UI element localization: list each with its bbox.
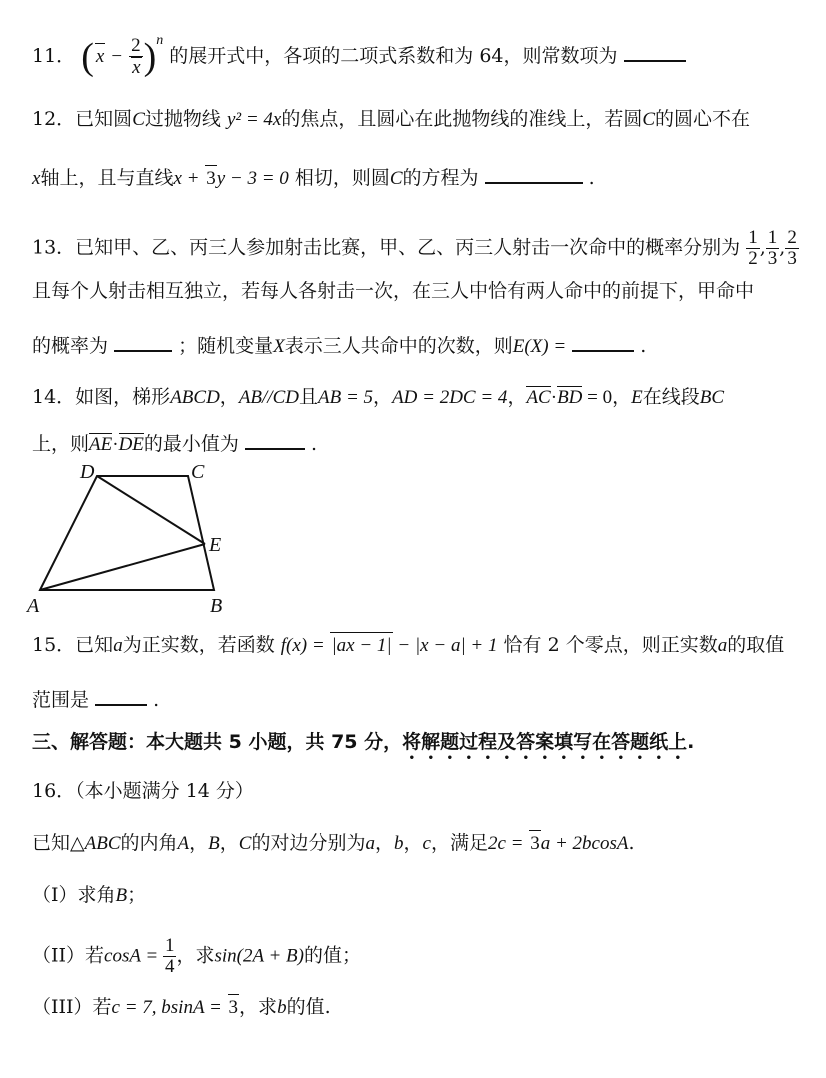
question-13-line-2: [32, 278, 754, 304]
math-expr: f(x) =: [280, 635, 330, 656]
text: .: [628, 832, 635, 854]
numerator: 1: [164, 935, 175, 956]
text: 恰有 2 个零点，则正实数: [503, 634, 718, 656]
text: ，满足: [430, 832, 488, 854]
text: ，: [374, 832, 394, 854]
numerator: 2: [787, 227, 797, 248]
text: 为正实数，若函数: [122, 634, 275, 656]
label-b: B: [210, 595, 223, 617]
math-expr: c = 7, bsinA =: [111, 997, 227, 1018]
numerator: 2: [131, 35, 141, 57]
sqrt: 3: [529, 830, 541, 857]
label-d: D: [80, 461, 95, 483]
label-c: C: [191, 461, 205, 483]
math-var: c: [422, 833, 431, 854]
trapezoid-outline: [40, 476, 214, 590]
math-expr: 2c =: [487, 833, 529, 854]
text: 的对边分别为: [251, 832, 366, 854]
text: 范围是: [32, 689, 90, 711]
question-15-line-1: [32, 632, 784, 659]
denominator: 3: [767, 247, 778, 269]
segment-de: [97, 476, 205, 544]
math-var: B: [115, 885, 128, 906]
text: 14．如图，梯形: [32, 386, 171, 408]
text: 15．已知: [32, 634, 114, 656]
separator: ,: [779, 236, 786, 259]
math-expr: x +: [173, 168, 205, 189]
question-15-line-2: [32, 686, 159, 713]
text: 的内角: [120, 832, 178, 854]
text: 12．已知圆: [32, 108, 133, 130]
text: .: [153, 689, 160, 711]
math-var: C: [238, 833, 252, 854]
text: .: [640, 335, 647, 357]
text: 的值；: [303, 944, 361, 967]
math-var: A: [177, 833, 190, 854]
fraction: [766, 228, 780, 269]
math-var: C: [642, 109, 656, 130]
text: 的最小值为: [143, 433, 239, 455]
vector: AE: [89, 434, 113, 455]
text: 轴上，且与直线: [40, 167, 174, 189]
text: .: [687, 731, 695, 753]
text: .: [588, 167, 595, 189]
emphasized-text: 将解题过程及答案填写在答题纸上: [402, 731, 688, 753]
question-16-part-3: [32, 994, 331, 1021]
question-text: 的展开式中，各项的二项式系数和为 64，则常数项为: [169, 45, 618, 67]
label-e: E: [209, 534, 222, 556]
fraction: [128, 36, 143, 78]
text: ，: [373, 386, 393, 408]
text: 16．（本小题满分 14 分）: [32, 780, 254, 802]
text: 的概率为: [32, 335, 109, 357]
text: 的取值: [727, 634, 785, 656]
text: ，: [189, 832, 209, 854]
denominator: 3: [787, 247, 797, 269]
denominator: x: [132, 57, 141, 78]
text: ；: [127, 884, 147, 906]
math-var: b: [277, 997, 287, 1018]
text: ，: [403, 832, 423, 854]
text: 13．已知甲、乙、丙三人参加射击比赛，甲、乙、丙三人射击一次命中的概率分别为: [32, 236, 741, 259]
math-expr: AB = 5: [318, 387, 374, 408]
text: ，: [219, 386, 239, 408]
denominator: 2: [748, 247, 758, 269]
text: 表示三人共命中的次数，则: [284, 335, 513, 357]
vector: AC: [526, 387, 551, 408]
math-var: x: [32, 168, 41, 189]
answer-blank[interactable]: [485, 164, 583, 184]
text: 且每个人射击相互独立，若每人各射击一次，在三人中恰有两人命中的前提下，甲命中: [32, 280, 755, 302]
math-var: BC: [699, 387, 725, 408]
math-var: ABC: [84, 833, 121, 854]
right-paren: ): [143, 36, 157, 78]
separator: ,: [759, 236, 766, 259]
vector: DE: [118, 434, 144, 455]
text: 在线段: [642, 386, 700, 408]
question-16-part-1: [32, 882, 146, 909]
question-16-head: [32, 778, 254, 804]
left-paren: (: [81, 36, 94, 78]
math-expr: cosA =: [104, 945, 163, 967]
text: 已知△: [32, 832, 85, 854]
math-var: a: [717, 635, 728, 656]
math-expr: ABCD: [170, 387, 220, 408]
text: ，: [507, 386, 527, 408]
answer-blank[interactable]: [245, 430, 305, 450]
numerator: 1: [748, 227, 758, 248]
numerator: 1: [767, 227, 778, 248]
sqrt-x: x: [95, 43, 105, 70]
minus-sign: −: [111, 46, 123, 67]
math-var: C: [389, 168, 403, 189]
math-var: a: [365, 833, 375, 854]
sqrt: 3: [228, 994, 240, 1021]
question-14-line-1: [32, 384, 724, 411]
text: ，求: [176, 944, 215, 967]
math-var: b: [394, 833, 404, 854]
math-expr: − |x − a| + 1: [392, 635, 498, 656]
math-expr: y² = 4x: [226, 109, 282, 130]
exponent: n: [156, 33, 164, 48]
math-expr: AD = 2DC = 4: [392, 387, 508, 408]
math-expr: y − 3 = 0: [216, 168, 289, 189]
math-expr: a + 2bcosA: [540, 833, 629, 854]
sqrt: |ax − 1|: [330, 632, 392, 659]
text: （I）求角: [32, 884, 116, 906]
text: （III）若: [32, 996, 112, 1018]
text: 的方程为: [402, 167, 479, 189]
math-expr: E(X) =: [512, 336, 567, 357]
text: 上，则: [32, 433, 90, 455]
math-var: E: [631, 387, 643, 408]
question-12-line-2: [32, 164, 595, 192]
question-13-line-1: [32, 228, 799, 269]
text: 的值.: [286, 996, 331, 1018]
sqrt: 3: [205, 165, 217, 192]
text: ，求: [239, 996, 278, 1018]
question-13-line-3: [32, 332, 646, 360]
text: （II）若: [32, 944, 105, 967]
text: ，: [219, 832, 239, 854]
segment-ae: [40, 544, 205, 590]
text: 的焦点，且圆心在此抛物线的准线上，若圆: [281, 108, 643, 130]
text: .: [311, 433, 318, 455]
math-expr: = 0: [582, 387, 613, 408]
dot: ·: [112, 434, 119, 455]
question-16-line-1: [32, 830, 635, 857]
text: 相切，则圆: [294, 167, 390, 189]
fraction: [163, 936, 177, 977]
question-12-line-1: [32, 106, 750, 133]
math-var: B: [208, 833, 220, 854]
math-expr: AB//CD: [238, 387, 299, 408]
answer-blank[interactable]: [114, 332, 172, 352]
question-number: 11．: [32, 45, 76, 67]
dot: ·: [550, 387, 558, 408]
math-var: a: [113, 635, 123, 656]
math-expr: sin(2A + B): [214, 945, 304, 967]
question-11: [32, 28, 686, 78]
answer-blank[interactable]: [95, 686, 147, 706]
text: 三、解答题：本大题共 5 小题，共 75 分，: [32, 731, 403, 753]
text: 过抛物线: [144, 108, 221, 130]
vector: BD: [557, 387, 583, 408]
text: ；随机变量: [178, 335, 274, 357]
math-var: X: [273, 336, 285, 357]
question-14-line-2: [32, 430, 317, 458]
answer-blank[interactable]: [572, 332, 634, 352]
text: ，: [612, 386, 632, 408]
text: 的圆心不在: [655, 108, 751, 130]
question-16-part-2: [32, 936, 361, 977]
math-var: C: [132, 109, 145, 130]
label-a: A: [27, 595, 40, 617]
section-heading: [32, 729, 694, 764]
fraction: [785, 228, 799, 269]
answer-blank[interactable]: [624, 42, 686, 62]
text: 且: [298, 386, 318, 408]
denominator: 4: [164, 955, 175, 977]
fraction: [746, 228, 760, 269]
